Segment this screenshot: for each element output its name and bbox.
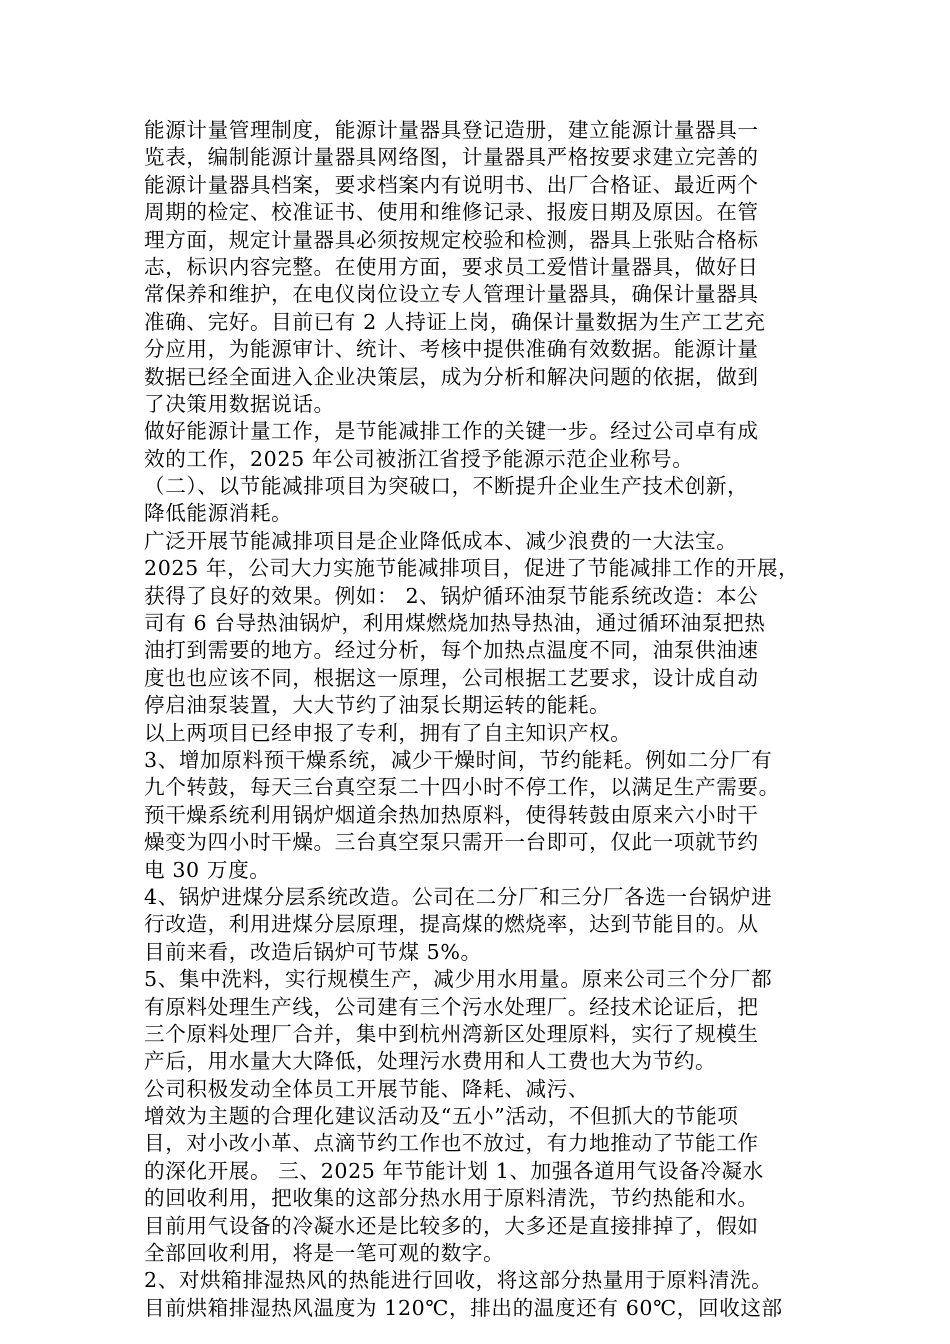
text-line: 数据已经全面进入企业决策层，成为分析和解决问题的依据，做到 [144,364,759,389]
text-line: 目前来看，改造后锅炉可节煤 5%。 [144,939,482,964]
text-line: 司有 6 台导热油锅炉，利用煤燃烧加热导热油，通过循环油泵把热 [144,611,766,636]
text-line: 目，对小改小革、点滴节约工作也不放过，有力地推动了节能工作 [144,1131,759,1156]
text-line: 的回收利用，把收集的这部分热水用于原料清洗，节约热能和水。 [144,1186,759,1211]
text-line: 电 30 万度。 [144,857,271,882]
text-line: 了决策用数据说话。 [144,391,335,416]
text-line: 3、增加原料预干燥系统，减少干燥时间，节约能耗。例如二分厂有 [144,747,773,772]
text-line: 理方面，规定计量器具必须按规定校验和检测，器具上张贴合格标 [144,227,759,252]
text-line: 分应用，为能源审计、统计、考核中提供准确有效数据。能源计量 [144,337,759,362]
text-line: 公司积极发动全体员工开展节能、降耗、减污、 [144,1076,590,1101]
text-line: 5、集中洗料，实行规模生产，减少用水用量。原来公司三个分厂都 [144,967,773,992]
text-line: 有原料处理生产线，公司建有三个污水处理厂。经技术论证后，把 [144,994,759,1019]
text-line: 常保养和维护，在电仪岗位设立专人管理计量器具，确保计量器具 [144,282,759,307]
text-line: 效的工作，2025 年公司被浙江省授予能源示范企业称号。 [144,446,694,471]
text-line: 度也也应该不同，根据这一原理，公司根据工艺要求，设计成自动 [144,665,759,690]
text-line: 九个转鼓，每天三台真空泵二十四小时不停工作，以满足生产需要。 [144,775,780,800]
text-line: 全部回收利用，将是一笔可观的数字。 [144,1241,505,1266]
text-line: 览表，编制能源计量器具网络图，计量器具严格按要求建立完善的 [144,145,759,170]
text-line: 准确、完好。目前已有 2 人持证上岗，确保计量数据为生产工艺充 [144,309,766,334]
text-line: 志，标识内容完整。在使用方面，要求员工爱惜计量器具，做好日 [144,254,759,279]
text-line: 目前烘箱排湿热风温度为 120℃，排出的温度还有 60℃，回收这部 [144,1295,783,1320]
text-line: 产后，用水量大大降低，处理污水费用和人工费也大为节约。 [144,1049,717,1074]
text-line: 4、锅炉进煤分层系统改造。公司在二分厂和三分厂各选一台锅炉进 [144,884,773,909]
text-line: 做好能源计量工作，是节能减排工作的关键一步。经过公司卓有成 [144,419,759,444]
text-line: 停启油泵装置，大大节约了油泵长期运转的能耗。 [144,693,611,718]
text-line: 周期的检定、校准证书、使用和维修记录、报废日期及原因。在管 [144,200,759,225]
text-line: 的深化开展。 三、2025 年节能计划 1、加强各道用气设备冷凝水 [144,1158,764,1183]
document-body [144,117,808,1322]
text-line: 目前用气设备的冷凝水还是比较多的，大多还是直接排掉了，假如 [144,1213,759,1238]
section-heading-line: 降低能源消耗。 [144,501,293,526]
text-line: 获得了良好的效果。例如： 2、锅炉循环油泵节能系统改造：本公 [144,583,759,608]
text-line: 能源计量管理制度，能源计量器具登记造册，建立能源计量器具一 [144,118,759,142]
text-line: 油打到需要的地方。经过分析，每个加热点温度不同，油泵供油速 [144,638,759,663]
text-line: 2、对烘箱排湿热风的热能进行回收，将这部分热量用于原料清洗。 [144,1268,773,1293]
text-line: 三个原料处理厂合并，集中到杭州湾新区处理原料，实行了规模生 [144,1021,759,1046]
text-line: 预干燥系统利用锅炉烟道余热加热原料，使得转鼓由原来六小时干 [144,802,759,827]
text-line: 广泛开展节能减排项目是企业降低成本、减少浪费的一大法宝。 [144,528,738,553]
text-line: 能源计量器具档案，要求档案内有说明书、出厂合格证、最近两个 [144,172,759,197]
text-line: 以上两项目已经申报了专利，拥有了自主知识产权。 [144,720,632,745]
section-heading-line: （二）、以节能减排项目为突破口，不断提升企业生产技术创新， [144,474,749,499]
text-line: 燥变为四小时干燥。三台真空泵只需开一台即可，仅此一项就节约 [144,830,759,855]
text-line: 行改造，利用进煤分层原理，提高煤的燃烧率，达到节能目的。从 [144,912,759,937]
text-line: 2025 年，公司大力实施节能减排项目，促进了节能减排工作的开展， [144,556,800,581]
text-line: 增效为主题的合理化建议活动及“五小”活动，不但抓大的节能项 [144,1104,739,1129]
